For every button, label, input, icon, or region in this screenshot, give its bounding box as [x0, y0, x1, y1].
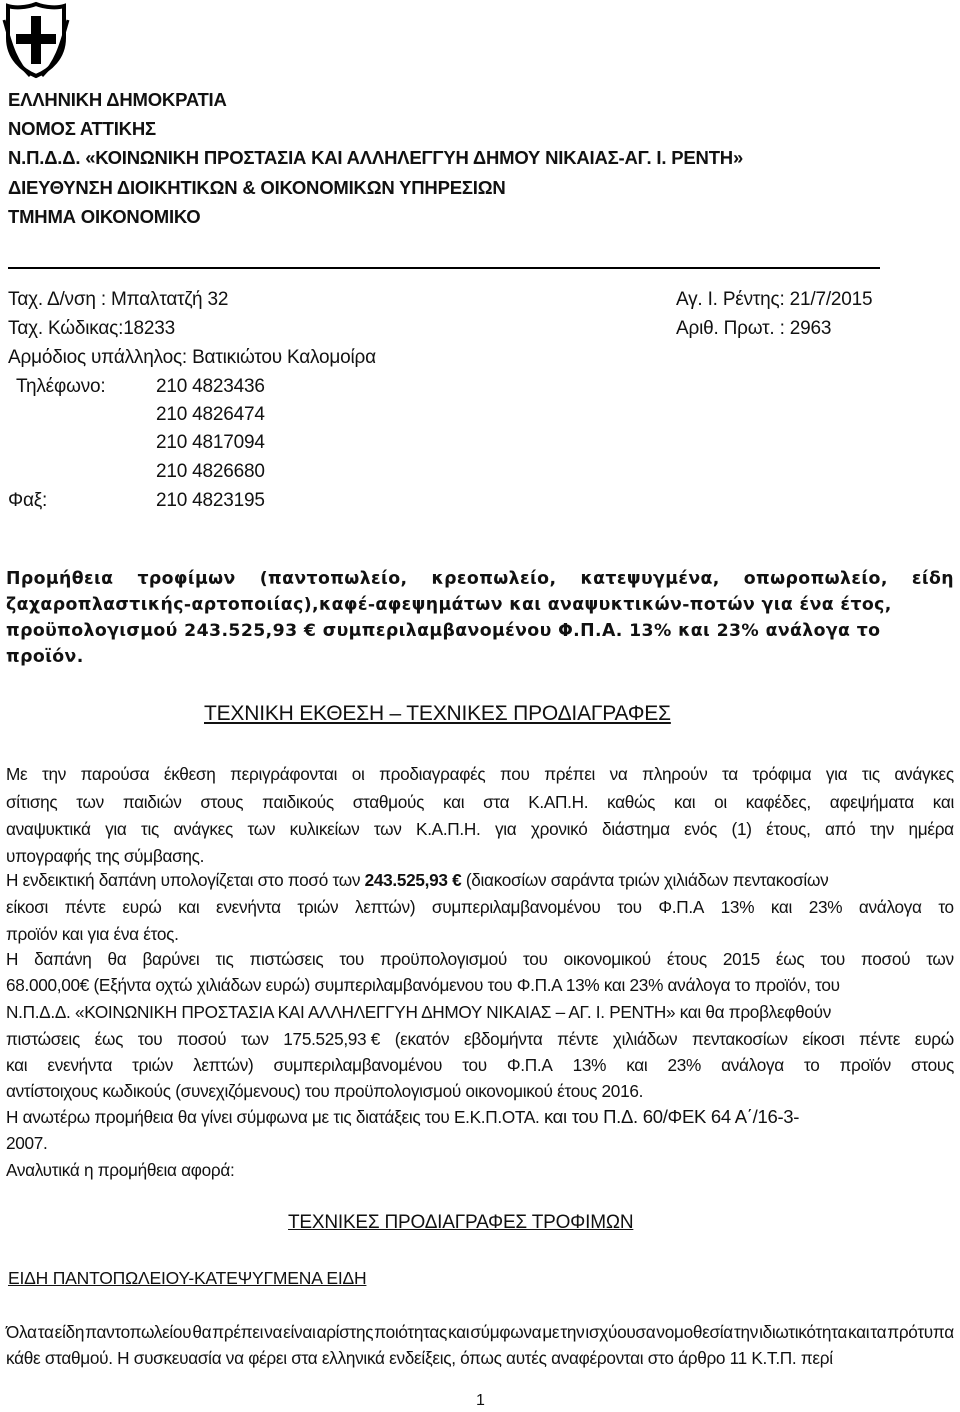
- word: από: [825, 819, 856, 839]
- word: του: [462, 1055, 487, 1075]
- word: πιστώσεις: [249, 949, 324, 969]
- word: ενενήντα: [216, 897, 281, 917]
- greek-emblem-icon: [0, 0, 72, 80]
- word: καφέδες,: [745, 792, 811, 812]
- word: οι: [351, 764, 365, 784]
- word: στους: [200, 792, 244, 812]
- word: προϊόν: [839, 1055, 891, 1075]
- word: την: [560, 1322, 585, 1342]
- word: είναι: [283, 1322, 316, 1342]
- word: νομοθεσία: [656, 1322, 733, 1342]
- word: συμπεριλαμβανομένου: [273, 1055, 443, 1075]
- word: είδη: [54, 1322, 85, 1342]
- word: τα: [870, 1322, 887, 1342]
- header-directorate: ΔΙΕΥΘΥΝΣΗ ΔΙΟΙΚΗΤΙΚΩΝ & ΟΙΚΟΝΟΜΙΚΩΝ ΥΠΗΡΕΣΙΩΝ: [8, 177, 506, 198]
- subject-line-1: [6, 566, 954, 592]
- word: και: [626, 1055, 648, 1075]
- word: τις: [861, 764, 880, 784]
- word: τα: [721, 764, 738, 784]
- word: καθώς: [607, 792, 656, 812]
- word: έτους: [666, 949, 707, 969]
- word: λεπτών): [354, 897, 416, 917]
- subject-line-2: ζαχαροπλαστικής-αρτοποιίας),καφέ-αφεψημάτων και αναψυκτικών-ποτών για ένα έτος,: [6, 595, 892, 615]
- word: είκοσι: [802, 1029, 845, 1049]
- phone-4: 210 4826680: [156, 461, 265, 482]
- word: ποιότητας: [374, 1322, 448, 1342]
- closing-line-2: κάθε σταθμού. Η συσκευασία να φέρει στα ελληνικά ενδείξεις, όπως αυτές αναφέρονται στο άρθρο 11 Κ.Τ.Π. περί: [6, 1348, 833, 1368]
- fax-number: 210 4823195: [156, 490, 265, 511]
- body-p4-line-1: [6, 1106, 799, 1128]
- word: τα: [37, 1322, 54, 1342]
- word: και: [674, 792, 696, 812]
- word: δαπάνη: [34, 949, 92, 969]
- body-p4-line-2: 2007.: [6, 1133, 48, 1153]
- word: τις: [215, 949, 234, 969]
- word: πρέπει: [544, 764, 596, 784]
- word: Κ.ΑΠ.Η.: [528, 792, 589, 812]
- word: (παντοπωλείο,: [259, 569, 408, 589]
- postcode: Ταχ. Κώδικας:18233: [8, 318, 176, 339]
- cost-text-a: Η ενδεικτική δαπάνη υπολογίζεται στο ποσό των: [6, 870, 365, 890]
- place-date: Αγ. Ι. Ρέντης: 21/7/2015: [676, 289, 873, 310]
- word: στους: [911, 1055, 954, 1075]
- phone-label: Τηλέφωνο:: [16, 376, 106, 397]
- word: Φ.Π.Α: [658, 897, 705, 917]
- body-p3-line-1: [6, 949, 954, 970]
- header-prefecture: ΝΟΜΟΣ ΑΤΤΙΚΗΣ: [8, 118, 156, 139]
- word: Όλα: [6, 1322, 37, 1342]
- word: του: [137, 1029, 163, 1049]
- address: Ταχ. Δ/νση : Μπαλτατζή 32: [8, 289, 229, 310]
- word: πέντε: [64, 897, 106, 917]
- cost-amount: 243.525,93 €: [364, 870, 462, 890]
- word: πεντακοσίων: [691, 1029, 788, 1049]
- word: του: [617, 897, 642, 917]
- word: ποσού: [860, 949, 911, 969]
- word: ενενήντα: [47, 1055, 113, 1075]
- word: έκθεση: [163, 764, 216, 784]
- word: και: [6, 1055, 28, 1075]
- body-p3-line-3: Ν.Π.Δ.Δ. «ΚΟΙΝΩΝΙΚΗ ΠΡΟΣΤΑΣΙΑ ΚΑΙ ΑΛΛΗΛΕΓΓΥΗ ΔΗΜΟΥ ΝΙΚΑΙΑΣ – ΑΓ. Ι. ΡΕΝΤΗ» και θα προβλεφθούν: [6, 1002, 832, 1022]
- word: 2015: [722, 949, 760, 969]
- word: έτους,: [766, 819, 811, 839]
- body-p5: Αναλυτικά η προμήθεια αφορά:: [6, 1160, 235, 1180]
- word: Η: [6, 949, 19, 969]
- word: (1): [731, 819, 752, 839]
- body-p1-line-1: [6, 764, 954, 785]
- word: χιλιάδων: [612, 1029, 678, 1049]
- word: έως: [775, 949, 805, 969]
- word: και: [178, 897, 200, 917]
- word: είκοσι: [6, 897, 49, 917]
- word: κατεψυγμένα,: [580, 569, 720, 589]
- subject-line-3: προϋπολογισμού 243.525,93 € συμπεριλαμβανομένου Φ.Π.Α. 13% και 23% ανάλογα το: [6, 621, 881, 641]
- closing-line-1: [6, 1322, 954, 1343]
- body-p2-line-1: [6, 870, 828, 891]
- word: των: [926, 949, 954, 969]
- word: θα: [107, 949, 127, 969]
- word: παιδιών: [122, 792, 182, 812]
- word: την: [41, 764, 66, 784]
- word: Κ.Α.Π.Η.: [416, 819, 481, 839]
- word: να: [264, 1322, 283, 1342]
- word: και: [442, 792, 465, 812]
- body-p1-line-4: υπογραφής της σύμβασης.: [6, 846, 205, 866]
- word: του: [820, 949, 845, 969]
- word: πέντε: [859, 1029, 901, 1049]
- word: παρούσα: [80, 764, 150, 784]
- word: των: [247, 819, 276, 839]
- body-p2-line-3: προϊόν και για ένα έτος.: [6, 924, 179, 944]
- phone-1: 210 4823436: [156, 376, 265, 397]
- word: σταθμούς: [352, 792, 425, 812]
- word: τριών: [132, 1055, 174, 1075]
- word: αφεψήματα: [829, 792, 914, 812]
- word: έως: [94, 1029, 124, 1049]
- word: αρίστης: [316, 1322, 374, 1342]
- phone-2: 210 4826474: [156, 404, 265, 425]
- word: βαρύνει: [142, 949, 200, 969]
- word: ημέρα: [908, 819, 954, 839]
- body-p2-line-2: [6, 897, 954, 918]
- word: ευρώ: [914, 1029, 954, 1049]
- word: να: [609, 764, 628, 784]
- word: ενός: [684, 819, 718, 839]
- word: ισχύουσα: [585, 1322, 656, 1342]
- word: ανάγκες: [894, 764, 954, 784]
- word: των: [240, 1029, 269, 1049]
- word: την: [733, 1322, 759, 1342]
- word: πέντε: [557, 1029, 599, 1049]
- word: με: [542, 1322, 560, 1342]
- word: ποσού: [177, 1029, 227, 1049]
- word: προδιαγραφές: [379, 764, 486, 784]
- word: κυλικείων: [289, 819, 360, 839]
- word: οικονομικού: [563, 949, 651, 969]
- word: 23%: [667, 1055, 702, 1075]
- word: για: [494, 819, 517, 839]
- word: λεπτών): [193, 1055, 254, 1075]
- word: ευρώ: [122, 897, 162, 917]
- word: Προμήθεια: [6, 569, 114, 589]
- word: το: [804, 1055, 820, 1075]
- word: διάστημα: [601, 819, 670, 839]
- word: των: [373, 819, 402, 839]
- word: 13%: [720, 897, 755, 917]
- phone-3: 210 4817094: [156, 432, 265, 453]
- subject-line-4: προϊόν.: [6, 647, 84, 667]
- word: Με: [6, 764, 28, 784]
- fax-label: Φαξ:: [8, 490, 48, 511]
- word: των: [76, 792, 104, 812]
- word: θα: [192, 1322, 212, 1342]
- section-title: ΤΕΧΝΙΚΕΣ ΠΡΟΔΙΑΓΡΑΦΕΣ ΤΡΟΦΙΜΩΝ: [288, 1212, 634, 1233]
- body-p3-line-4: [6, 1029, 954, 1050]
- word: πληρούν: [642, 764, 708, 784]
- word: εβδομήντα: [463, 1029, 543, 1049]
- word: οι: [714, 792, 727, 812]
- word: αναψυκτικά: [6, 819, 91, 839]
- word: 23%: [808, 897, 843, 917]
- word: και: [848, 1322, 870, 1342]
- header-divider: [8, 267, 880, 269]
- body-p3-line-2: 68.000,00€ (Εξήντα οχτώ χιλιάδων ευρώ) συμπεριλαμβανόμενου του Φ.Π.Α 13% και 23% ανάλογα το προϊόν, του: [6, 975, 840, 995]
- protocol-number: Αριθ. Πρωτ. : 2963: [676, 318, 832, 339]
- word: για: [105, 819, 127, 839]
- word: που: [499, 764, 530, 784]
- body-p3-line-5: [6, 1055, 954, 1076]
- word: ιδιωτικότητα: [759, 1322, 847, 1342]
- word: σίτισης: [6, 792, 58, 812]
- word: ανάλογα: [858, 897, 922, 917]
- word: του: [523, 949, 548, 969]
- word: σύμφωνα: [470, 1322, 542, 1342]
- word: τρόφιμα: [752, 764, 812, 784]
- word: ανάγκες: [173, 819, 234, 839]
- word: και: [770, 897, 793, 917]
- page-number: 1: [476, 1392, 485, 1409]
- body-p3-line-6: αντίστοιχους κωδικούς (συνεχιζόμενους) του προϋπολογισμού οικονομικού έτους 2016.: [6, 1081, 644, 1101]
- word: οπωροπωλείο,: [743, 569, 888, 589]
- word: παιδικούς: [262, 792, 334, 812]
- word: ανάλογα: [721, 1055, 784, 1075]
- body-p1-line-3: [6, 819, 954, 840]
- word: για: [825, 764, 848, 784]
- legal-text-a: Η ανωτέρω προμήθεια θα γίνει σύμφωνα με τις διατάξεις του Ε.Κ.Π.ΟΤΑ.: [6, 1107, 544, 1127]
- word: είδη: [911, 569, 954, 589]
- word: την: [869, 819, 895, 839]
- header-department: ΤΜΗΜΑ ΟΙΚΟΝΟΜΙΚΟ: [8, 206, 201, 227]
- word: περιγράφονται: [230, 764, 338, 784]
- word: και: [448, 1322, 470, 1342]
- header-country: ΕΛΛΗΝΙΚΗ ΔΗΜΟΚΡΑΤΙΑ: [8, 89, 227, 110]
- word: προϋπολογισμού: [379, 949, 507, 969]
- word: Φ.Π.Α: [506, 1055, 553, 1075]
- word: χρονικό: [530, 819, 588, 839]
- word: του: [339, 949, 364, 969]
- legal-text-b: και του Π.Δ. 60/ΦΕΚ 64 Α΄/16-3-: [543, 1106, 800, 1127]
- word: πιστώσεις: [6, 1029, 80, 1049]
- word: τις: [141, 819, 160, 839]
- word: πρότυπα: [887, 1322, 954, 1342]
- word: 175.525,93 €: [283, 1029, 381, 1049]
- word: κρεοπωλείο,: [431, 569, 557, 589]
- word: πρέπει: [212, 1322, 264, 1342]
- word: στα: [483, 792, 510, 812]
- cost-text-c: (διακοσίων σαράντα τριών χιλιάδων πεντακοσίων: [461, 870, 829, 890]
- word: και: [932, 792, 954, 812]
- word: τροφίμων: [137, 569, 236, 589]
- word: 13%: [572, 1055, 607, 1075]
- subsection-title: ΕΙΔΗ ΠΑΝΤΟΠΩΛΕΙΟΥ-ΚΑΤΕΨΥΓΜΕΝΑ ΕΙΔΗ: [8, 1268, 367, 1288]
- word: τριών: [297, 897, 339, 917]
- word: το: [938, 897, 954, 917]
- word: παντοπωλείου: [85, 1322, 192, 1342]
- responsible-officer: Αρμόδιος υπάλληλος: Βατικιώτου Καλομοίρα: [8, 347, 376, 368]
- header-organization: Ν.Π.Δ.Δ. «ΚΟΙΝΩΝΙΚΗ ΠΡΟΣΤΑΣΙΑ ΚΑΙ ΑΛΛΗΛΕΓΓΥΗ ΔΗΜΟΥ ΝΙΚΑΙΑΣ-ΑΓ. Ι. ΡΕΝΤΗ»: [8, 147, 744, 168]
- body-p1-line-2: [6, 792, 954, 813]
- word: (εκατόν: [394, 1029, 450, 1049]
- report-title: ΤΕΧΝΙΚΗ ΕΚΘΕΣΗ – ΤΕΧΝΙΚΕΣ ΠΡΟΔΙΑΓΡΑΦΕΣ: [204, 702, 671, 725]
- word: συμπεριλαμβανομένου: [431, 897, 601, 917]
